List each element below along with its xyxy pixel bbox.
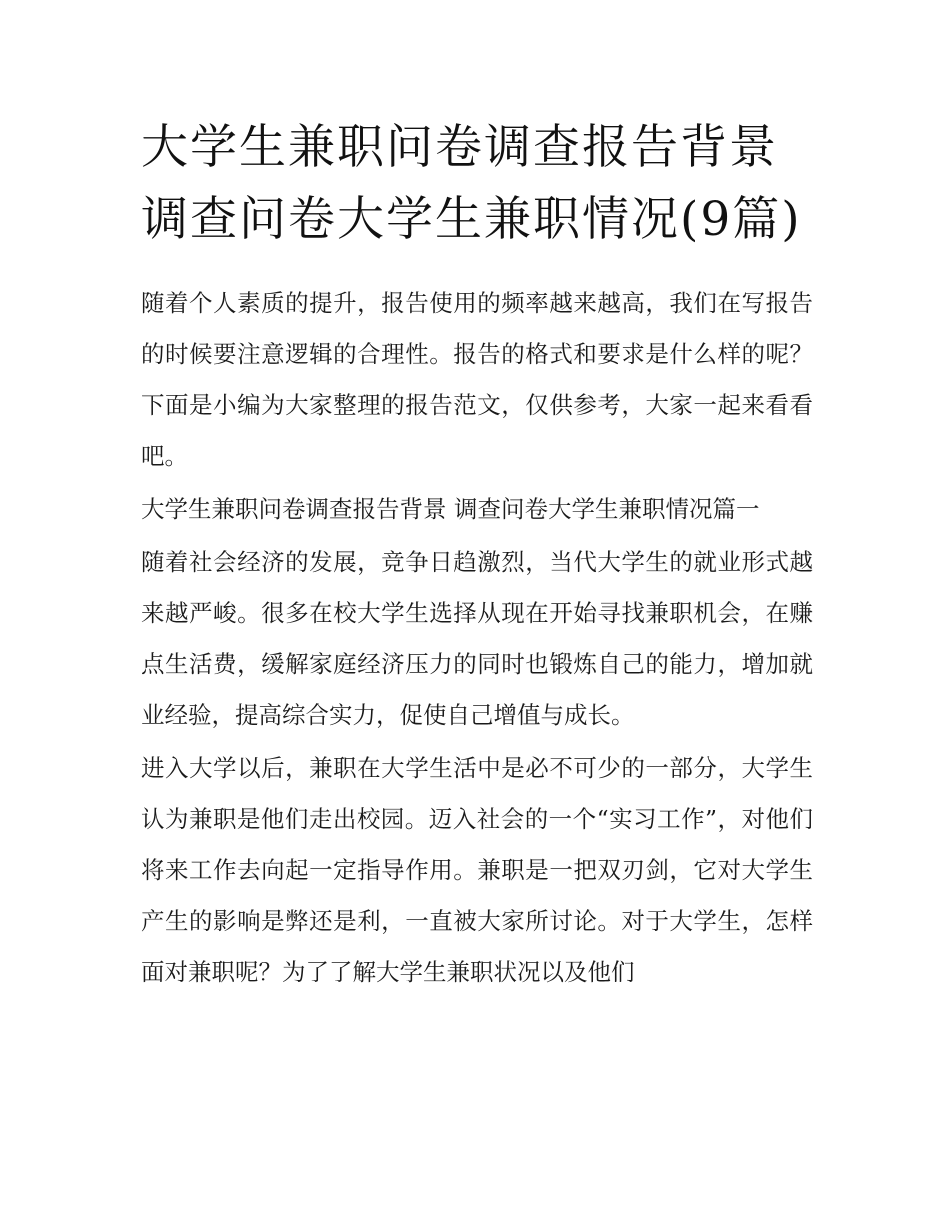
body-paragraph: 进入大学以后，兼职在大学生活中是必不可少的一部分，大学生认为兼职是他们走出校园。迈入社会的一个“实习工作”，对他们将来工作去向起一定指导作用。兼职是一把双刃剑，它对大学生产生的影响是弊还是利，一直被大家所讨论。对于大学生，怎样面对兼职呢？为了了解大学生兼职状况以及他们	[141, 754, 813, 986]
section-heading: 大学生兼职问卷调查报告背景 调查问卷大学生兼职情况篇一	[141, 495, 760, 523]
intro-paragraph: 随着个人素质的提升，报告使用的频率越来越高，我们在写报告的时候要注意逻辑的合理性。报告的格式和要求是什么样的呢？下面是小编为大家整理的报告范文，仅供参考，大家一起来看看吧。	[141, 289, 813, 470]
document-page	[141, 112, 813, 1000]
body-paragraph: 随着社会经济的发展，竞争日趋激烈，当代大学生的就业形式越来越严峻。很多在校大学生选择从现在开始寻找兼职机会，在赚点生活费，缓解家庭经济压力的同时也锻炼自己的能力，增加就业经验，提高综合实力，促使自己增值与成长。	[141, 548, 813, 729]
document-title: 大学生兼职问卷调查报告背景 调查问卷大学生兼职情况(9篇)	[141, 120, 802, 247]
